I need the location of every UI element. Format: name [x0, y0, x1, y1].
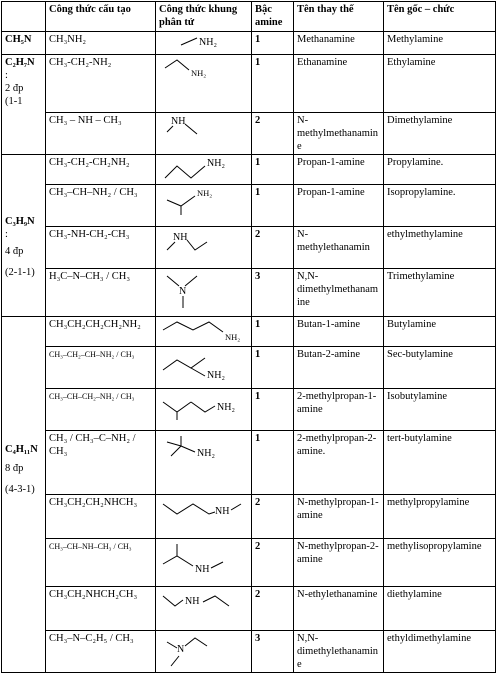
amine-table [1, 1, 496, 673]
skeleton-label: NH [171, 116, 186, 127]
structure-cell: CH₃–CH–NH₂ / CH₃ [46, 185, 156, 227]
structure-cell: CH₃-NH-CH₂-CH₃ [46, 227, 156, 269]
structure-cell: CH₃–CH₂–CH–NH₂ / CH₃ [46, 347, 156, 389]
molecular-formula: C₂H₇N : 2 đp (1-1 [2, 55, 46, 155]
degree-cell: 1 [252, 347, 294, 389]
structure-cell: CH₃CH₂CH₂NHCH₃ [46, 495, 156, 539]
substitutive-name-cell: N-methylmethanamine [294, 113, 384, 155]
degree-cell: 1 [252, 55, 294, 113]
structure-cell: CH₃-CH₂-NH₂ [46, 55, 156, 113]
skeleton-label: NH₂ [197, 448, 215, 459]
degree-cell: 1 [252, 155, 294, 185]
skeleton-label: NH [195, 564, 210, 575]
degree-cell: 2 [252, 587, 294, 631]
structure-cell: CH₃–CH–NH–CH₃ / CH₃ [46, 539, 156, 587]
skeleton-label: NH₂ [199, 37, 217, 48]
degree-cell: 3 [252, 269, 294, 317]
degree-cell: 2 [252, 539, 294, 587]
skeleton-label: NH [185, 596, 200, 607]
radical-name-cell: ethylmethylamine [384, 227, 496, 269]
skeleton-label: NH₂ [207, 370, 225, 380]
radical-name-cell: Trimethylamine [384, 269, 496, 317]
structure-cell: CH₃–N–C₂H₅ / CH₃ [46, 631, 156, 673]
header-substitutive-name: Tên thay thế [294, 2, 384, 32]
substitutive-name-cell: N-methylpropan-2-amine [294, 539, 384, 587]
radical-name-cell: tert-butylamine [384, 431, 496, 495]
table-row [2, 269, 496, 317]
substitutive-name-cell: Butan-2-amine [294, 347, 384, 389]
skeleton-cell [156, 317, 252, 347]
skeleton-cell [156, 389, 252, 431]
table-row [2, 55, 496, 113]
substitutive-name-cell: N-methylethanamin [294, 227, 384, 269]
table-row [2, 389, 496, 431]
table-row [2, 631, 496, 673]
structure-cell: CH₃CH₂CH₂CH₂NH₂ [46, 317, 156, 347]
skeleton-cell [156, 587, 252, 631]
structure-cell: CH₃NH₂ [46, 32, 156, 55]
degree-cell: 1 [252, 185, 294, 227]
skeleton-label: NH₂ [191, 68, 207, 78]
radical-name-cell: methylpropylamine [384, 495, 496, 539]
skeleton-label: NH₂ [225, 332, 241, 342]
table-row [2, 317, 496, 347]
skeleton-label: NH [173, 232, 188, 243]
table-row [2, 185, 496, 227]
skeleton-label: NH₂ [207, 158, 225, 169]
header-structure: Công thức cấu tạo [46, 2, 156, 32]
structure-cell: CH₃-CH₂-CH₂NH₂ [46, 155, 156, 185]
skeleton-cell [156, 155, 252, 185]
table-row [2, 32, 496, 55]
degree-cell: 1 [252, 389, 294, 431]
header-degree: Bậc amine [252, 2, 294, 32]
degree-cell: 1 [252, 32, 294, 55]
radical-name-cell: Isopropylamine. [384, 185, 496, 227]
structure-cell: CH₃ – NH – CH₃ [46, 113, 156, 155]
degree-cell: 1 [252, 317, 294, 347]
skeleton-cell [156, 32, 252, 55]
radical-name-cell: diethylamine [384, 587, 496, 631]
substitutive-name-cell: 2-methylpropan-2-amine. [294, 431, 384, 495]
header-row [2, 2, 496, 32]
substitutive-name-cell: Methanamine [294, 32, 384, 55]
substitutive-name-cell: 2-methylpropan-1-amine [294, 389, 384, 431]
table-row [2, 347, 496, 389]
degree-cell: 2 [252, 227, 294, 269]
structure-cell: CH₃ / CH₃–C–NH₂ / CH₃ [46, 431, 156, 495]
radical-name-cell: Butylamine [384, 317, 496, 347]
degree-cell: 1 [252, 431, 294, 495]
structure-cell: H₃C–N–CH₃ / CH₃ [46, 269, 156, 317]
table-row [2, 227, 496, 269]
structure-cell: CH₃CH₂NHCH₂CH₃ [46, 587, 156, 631]
header-skeleton: Công thức khung phân tử [156, 2, 252, 32]
radical-name-cell: Methylamine [384, 32, 496, 55]
table-row [2, 495, 496, 539]
molecular-formula: C₃H₉N : 4 đp (2-1-1) [2, 155, 46, 317]
substitutive-name-cell: N-methylpropan-1-amine [294, 495, 384, 539]
structure-cell: CH₃–CH–CH₂–NH₂ / CH₃ [46, 389, 156, 431]
skeleton-label: N [179, 286, 187, 297]
skeleton-label: NH [215, 506, 230, 517]
skeleton-label: N [177, 644, 185, 655]
skeleton-cell [156, 631, 252, 673]
skeleton-cell [156, 185, 252, 227]
substitutive-name-cell: N-ethylethanamine [294, 587, 384, 631]
molecular-formula: C₄H₁₁N 8 đp (4-3-1) [2, 317, 46, 673]
skeleton-cell [156, 113, 252, 155]
skeleton-cell [156, 55, 252, 113]
skeleton-cell [156, 269, 252, 317]
skeleton-cell [156, 347, 252, 389]
substitutive-name-cell: Propan-1-amine [294, 185, 384, 227]
substitutive-name-cell: N,N-dimethylmethanamine [294, 269, 384, 317]
substitutive-name-cell: Propan-1-amine [294, 155, 384, 185]
skeleton-label: NH₂ [197, 188, 213, 198]
radical-name-cell: Isobutylamine [384, 389, 496, 431]
skeleton-cell [156, 495, 252, 539]
table-row [2, 539, 496, 587]
radical-name-cell: Dimethylamine [384, 113, 496, 155]
degree-cell: 3 [252, 631, 294, 673]
table-row [2, 155, 496, 185]
table-row [2, 113, 496, 155]
table-row [2, 587, 496, 631]
radical-name-cell: Sec-butylamine [384, 347, 496, 389]
substitutive-name-cell: Ethanamine [294, 55, 384, 113]
radical-name-cell: ethyldimethylamine [384, 631, 496, 673]
radical-name-cell: methylisopropylamine [384, 539, 496, 587]
skeleton-cell [156, 539, 252, 587]
skeleton-cell [156, 431, 252, 495]
molecular-formula: CH₅N [2, 32, 46, 55]
radical-name-cell: Ethylamine [384, 55, 496, 113]
degree-cell: 2 [252, 113, 294, 155]
skeleton-cell [156, 227, 252, 269]
radical-name-cell: Propylamine. [384, 155, 496, 185]
header-formula [2, 2, 46, 32]
substitutive-name-cell: Butan-1-amine [294, 317, 384, 347]
header-radical-name: Tên gốc – chức [384, 2, 496, 32]
table-row [2, 431, 496, 495]
degree-cell: 2 [252, 495, 294, 539]
substitutive-name-cell: N,N-dimethylethanamine [294, 631, 384, 673]
skeleton-label: NH₂ [217, 402, 235, 413]
